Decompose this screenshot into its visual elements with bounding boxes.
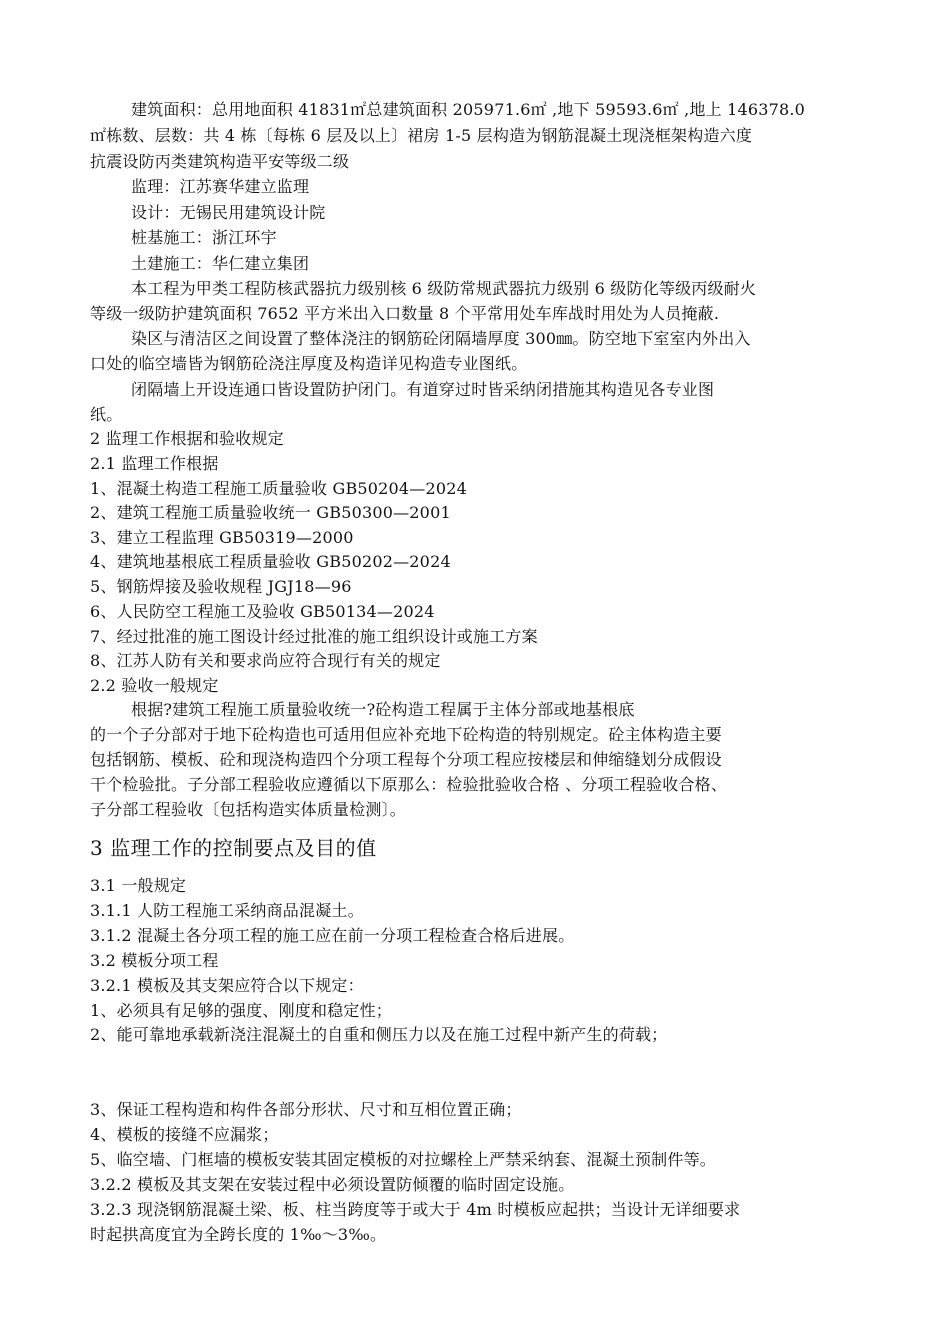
list-item: 5、临空墙、门框墙的模板安装其固定模板的对拉螺栓上严禁采纳套、混凝土预制件等。 — [90, 1150, 716, 1169]
list-item: 1、混凝土构造工程施工质量验收 GB50204—2024 — [90, 479, 468, 498]
list-item: 3、建立工程监理 GB50319—2000 — [90, 528, 354, 547]
clause-line: 3.2.3 现浇钢筋混凝土梁、板、柱当跨度等于或大于 4m 时模板应起拱；当设计无详细要求 — [90, 1200, 741, 1219]
paragraph-line: 子分部工程验收〔包括构造实体质量检测〕。 — [90, 800, 407, 819]
list-item: 8、江苏人防有关和要求尚应符合现行有关的规定 — [90, 651, 441, 670]
paragraph-line: 的一个子分部对于地下砼构造也可适用但应补充地下砼构造的特别规定。砼主体构造主要 — [90, 725, 722, 744]
paragraph-line: 等级一级防护建筑面积 7652 平方米出入口数量 8 个平常用处车库战时用处为人员掩蔽. — [90, 304, 720, 323]
list-item: 4、模板的接缝不应漏浆； — [90, 1125, 279, 1144]
paragraph-line: 监理：江苏赛华建立监理 — [131, 177, 310, 196]
paragraph-line: 染区与清洁区之间设置了整体浇注的钢筋砼闭隔墙厚度 300㎜。防空地下室室内外出入 — [131, 329, 751, 348]
section-heading: 3 监理工作的控制要点及目的值 — [90, 836, 377, 860]
list-item: 2、建筑工程施工质量验收统一 GB50300—2001 — [90, 503, 451, 522]
subsection-heading: 3.2 模板分项工程 — [90, 951, 219, 970]
paragraph-line: 口处的临空墙皆为钢筋砼浇注厚度及构造详见构造专业图纸。 — [90, 354, 528, 373]
list-item: 6、人民防空工程施工及验收 GB50134—2024 — [90, 602, 435, 621]
subsection-heading: 2.1 监理工作根据 — [90, 454, 219, 473]
section-heading: 2 监理工作根据和验收规定 — [90, 429, 284, 448]
subsection-heading: 3.1 一般规定 — [90, 876, 187, 895]
paragraph-line: ㎡栋数、层数：共 4 栋〔每栋 6 层及以上〕裙房 1-5 层构造为钢筋混凝土现浇框架构造六度 — [90, 126, 753, 145]
list-item: 3、保证工程构造和构件各部分形状、尺寸和互相位置正确； — [90, 1100, 522, 1119]
paragraph-line: 建筑面积：总用地面积 41831㎡总建筑面积 205971.6㎡ ,地下 59593.6㎡ ,地上 146378.0 — [131, 100, 806, 119]
paragraph-line: 设计：无锡民用建筑设计院 — [131, 203, 326, 222]
clause-line: 3.1.2 混凝土各分项工程的施工应在前一分项工程检查合格后进展。 — [90, 926, 575, 945]
list-item: 4、建筑地基根底工程质量验收 GB50202—2024 — [90, 552, 451, 571]
paragraph-line: 纸。 — [90, 405, 123, 424]
paragraph-line: 包括钢筋、模板、砼和现浇构造四个分项工程每个分项工程应按楼层和伸缩缝划分成假设 — [90, 750, 722, 769]
clause-line: 3.2.1 模板及其支架应符合以下规定： — [90, 976, 364, 995]
paragraph-line: 根据?建筑工程施工质量验收统一?砼构造工程属于主体分部或地基根底 — [131, 700, 635, 719]
subsection-heading: 2.2 验收一般规定 — [90, 676, 219, 695]
list-item: 2、能可靠地承载新浇注混凝土的自重和侧压力以及在施工过程中新产生的荷载； — [90, 1025, 668, 1044]
list-item: 7、经过批准的施工图设计经过批准的施工组织设计或施工方案 — [90, 627, 538, 646]
clause-line: 时起拱高度宜为全跨长度的 1‰～3‰。 — [90, 1225, 387, 1244]
paragraph-line: 干个检验批。子分部工程验收应遵循以下原那么：检验批验收合格 、分项工程验收合格、 — [90, 775, 728, 794]
paragraph-line: 桩基施工：浙江环宇 — [131, 228, 277, 247]
list-item: 5、钢筋焊接及验收规程 JGJ18—96 — [90, 577, 352, 596]
paragraph-line: 抗震设防丙类建筑构造平安等级二级 — [90, 152, 350, 171]
clause-line: 3.1.1 人防工程施工采纳商品混凝土。 — [90, 901, 364, 920]
paragraph-line: 土建施工：华仁建立集团 — [131, 254, 310, 273]
paragraph-line: 闭隔墙上开设连通口皆设置防护闭门。有道穿过时皆采纳闭措施其构造见各专业图 — [131, 380, 715, 399]
list-item: 1、必须具有足够的强度、刚度和稳定性； — [90, 1001, 392, 1020]
clause-line: 3.2.2 模板及其支架在安装过程中必须设置防倾覆的临时固定设施。 — [90, 1175, 575, 1194]
paragraph-line: 本工程为甲类工程防核武器抗力级别核 6 级防常规武器抗力级别 6 级防化等级丙级耐火 — [131, 279, 757, 298]
